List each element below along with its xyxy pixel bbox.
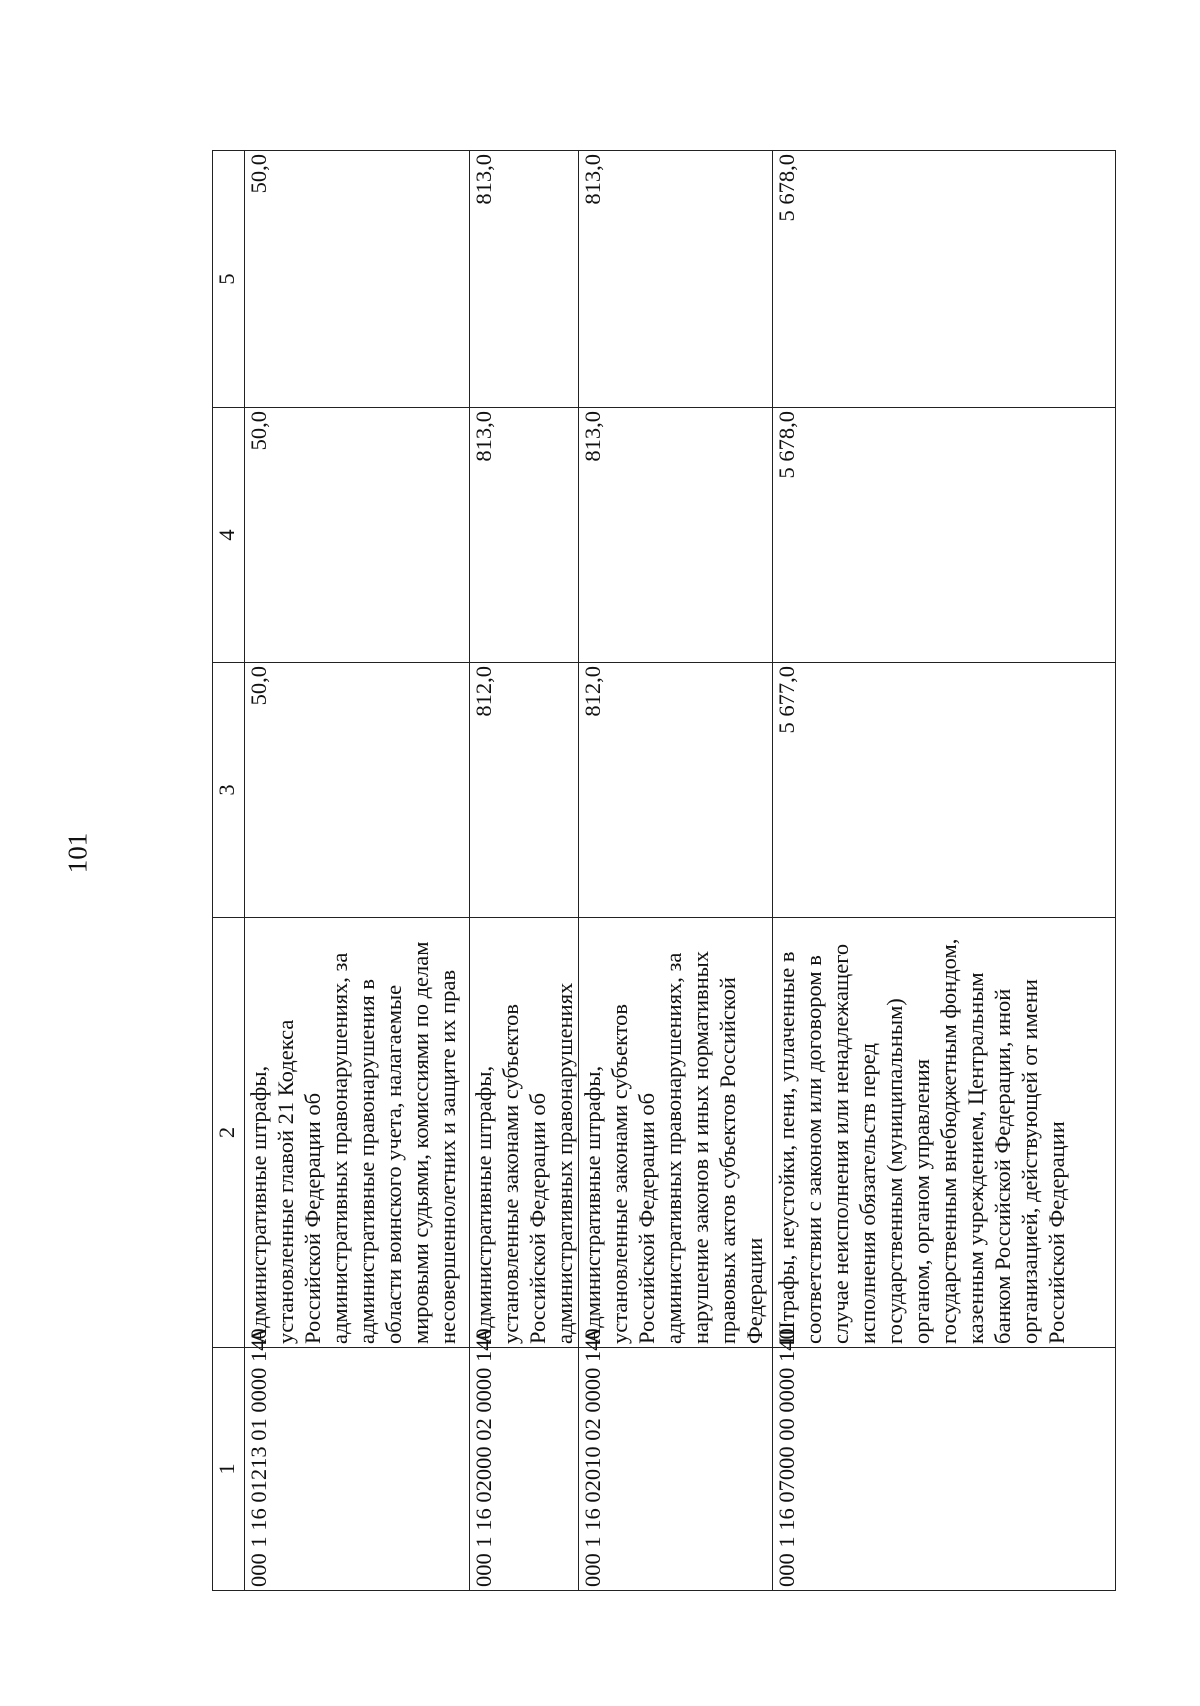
rotated-table-wrapper: [212, 151, 1112, 1591]
revenue-name-cell: Административные штрафы, установленные законами субъектов Российской Федерации об административных правонарушениях, за нарушение законов и иных нормативных правовых актов субъектов Российской Федерации: [579, 918, 773, 1348]
kbk-code-cell: 000 1 16 07000 00 0000 140: [773, 1348, 1116, 1591]
value-col3-cell: 50,0: [245, 663, 470, 918]
kbk-code-cell: 000 1 16 02000 02 0000 140: [470, 1348, 579, 1591]
header-col-4: 4: [213, 408, 245, 663]
table-row: [245, 151, 470, 1591]
value-col5-cell: 813,0: [579, 151, 773, 408]
kbk-code-cell: 000 1 16 02010 02 0000 140: [579, 1348, 773, 1591]
header-row: [213, 151, 245, 1591]
value-col5-cell: 50,0: [245, 151, 470, 408]
table-header: [213, 151, 245, 1591]
value-col4-cell: 50,0: [245, 408, 470, 663]
table-row: [470, 151, 579, 1591]
value-col4-cell: 813,0: [470, 408, 579, 663]
value-col3-cell: 812,0: [470, 663, 579, 918]
revenue-name-cell: Административные штрафы, установленные главой 21 Кодекса Российской Федерации об административных правонарушениях, за административные правонарушения в области воинского учета, налагаемые мировыми судьями, комиссиями по делам несовершеннолетних и защите их прав: [245, 918, 470, 1348]
header-col-1: 1: [213, 1348, 245, 1591]
header-col-3: 3: [213, 663, 245, 918]
header-col-5: 5: [213, 151, 245, 408]
table-row: [579, 151, 773, 1591]
value-col4-cell: 5 678,0: [773, 408, 1116, 663]
page-number: 101: [62, 832, 93, 874]
value-col3-cell: 812,0: [579, 663, 773, 918]
value-col5-cell: 813,0: [470, 151, 579, 408]
revenue-table: [212, 150, 1116, 1591]
kbk-code-cell: 000 1 16 01213 01 0000 140: [245, 1348, 470, 1591]
header-col-2: 2: [213, 918, 245, 1348]
table-row: [773, 151, 1116, 1591]
value-col3-cell: 5 677,0: [773, 663, 1116, 918]
revenue-name-cell: Административные штрафы, установленные законами субъектов Российской Федерации об административных правонарушениях: [470, 918, 579, 1348]
revenue-name-cell: Штрафы, неустойки, пени, уплаченные в соответствии с законом или договором в случае неисполнения или ненадлежащего исполнения обязательств перед государственным (муниципальным) органом, органом управления государственным внебюджетным фондом, казенным учреждением, Центральным банком Российской Федерации, иной организацией, действующей от имени Российской Федерации: [773, 918, 1116, 1348]
value-col4-cell: 813,0: [579, 408, 773, 663]
value-col5-cell: 5 678,0: [773, 151, 1116, 408]
